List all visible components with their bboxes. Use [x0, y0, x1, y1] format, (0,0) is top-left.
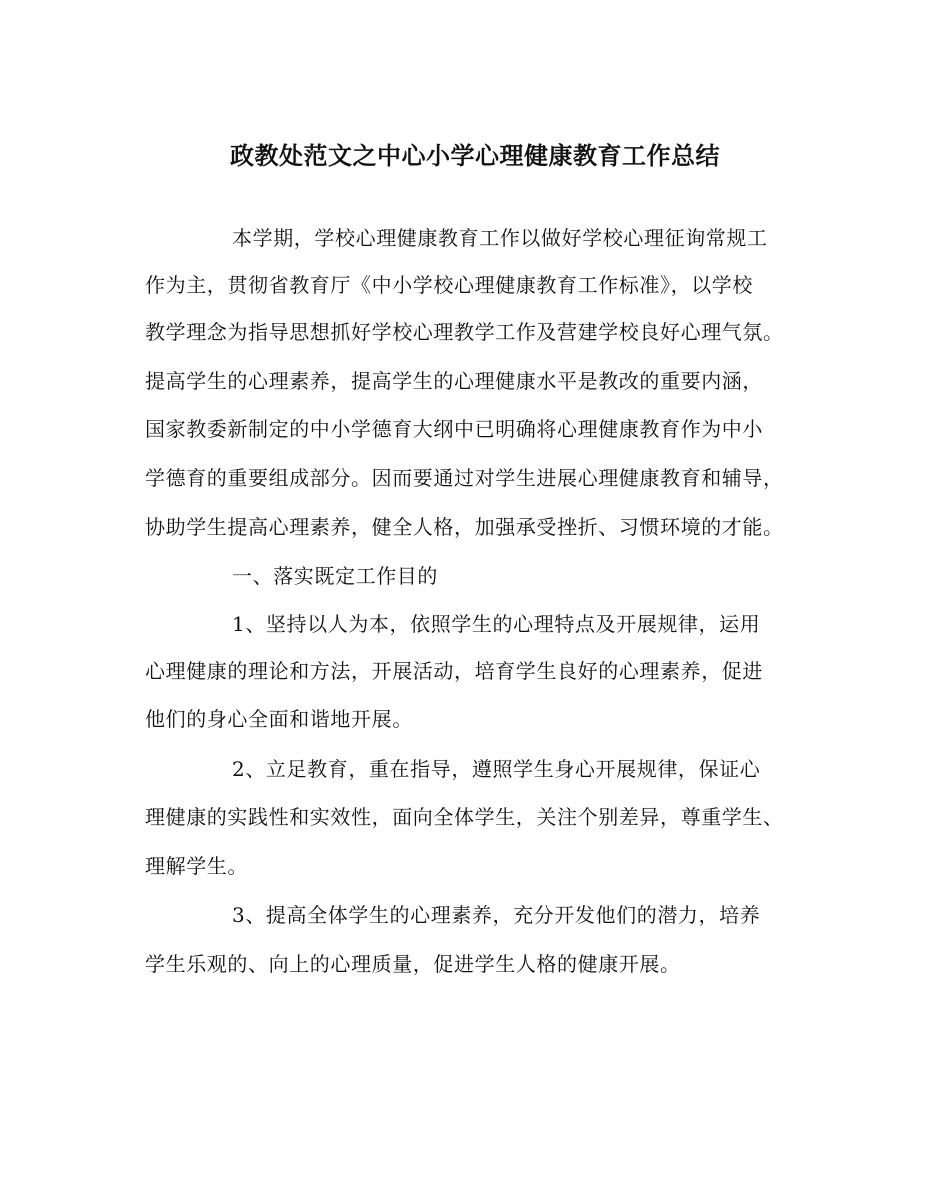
paragraph-line: 心理健康的理论和方法，开展活动，培育学生良好的心理素养，促进 — [145, 659, 763, 683]
paragraph-line: 提高学生的心理素养，提高学生的心理健康水平是教改的重要内涵， — [145, 369, 763, 393]
paragraph-line: 作为主，贯彻省教育厅《中小学校心理健康教育工作标准》，以学校 — [145, 273, 753, 297]
paragraph-line: 3、提高全体学生的心理素养，充分开发他们的潜力，培养 — [232, 903, 761, 927]
paragraph-line: 他们的身心全面和谐地开展。 — [145, 707, 413, 731]
paragraph-line: 国家教委新制定的中小学德育大纲中已明确将心理健康教育作为中小 — [145, 417, 763, 441]
paragraph-line: 学生乐观的、向上的心理质量，促进学生人格的健康开展。 — [145, 952, 681, 976]
paragraph-line: 理解学生。 — [145, 854, 248, 878]
paragraph-line: 理健康的实践性和实效性，面向全体学生，关注个别差异，尊重学生、 — [145, 805, 784, 829]
section-heading: 一、落实既定工作目的 — [232, 564, 438, 588]
paragraph-line: 本学期，学校心理健康教育工作以做好学校心理征询常规工 — [232, 226, 768, 250]
paragraph-line: 学德育的重要组成部分。因而要通过对学生进展心理健康教育和辅导， — [145, 466, 784, 490]
paragraph-line: 教学理念为指导思想抓好学校心理教学工作及营建学校良好心理气氛。 — [145, 320, 784, 344]
paragraph-line: 1、坚持以人为本，依照学生的心理特点及开展规律，运用 — [232, 612, 761, 636]
paragraph-line: 协助学生提高心理素养，健全人格，加强承受挫折、习惯环境的才能。 — [145, 515, 784, 539]
paragraph-line: 2、立足教育，重在指导，遵照学生身心开展规律，保证心 — [232, 757, 761, 781]
document-title: 政教处范文之中心小学心理健康教育工作总结 — [230, 141, 720, 170]
